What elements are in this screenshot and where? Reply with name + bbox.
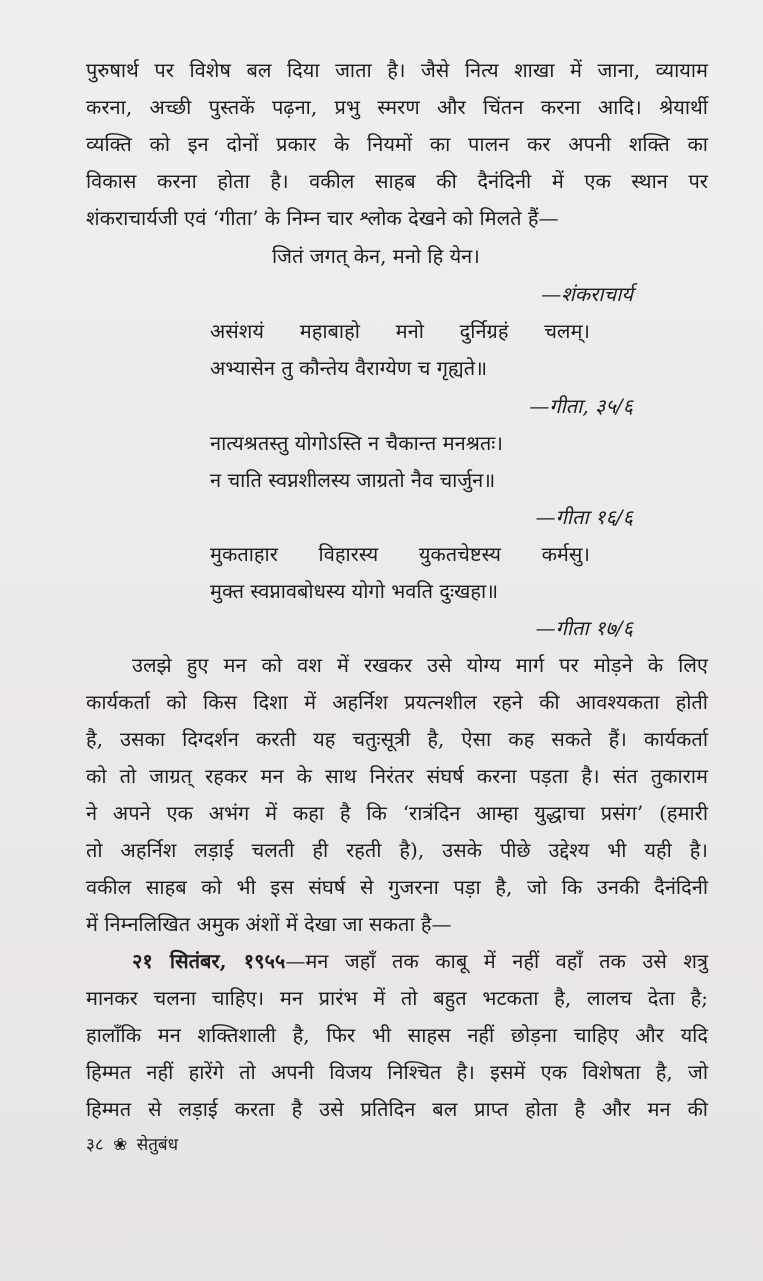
quote-3-verse-line-2: न चाति स्वप्नशीलस्य जाग्रतो नैव चार्जुन॥: [210, 468, 496, 492]
quote-4-attribution: —गीता १७/६: [535, 616, 633, 640]
paragraph-1-line-2: करना, अच्छी पुस्तकें पढ़ना, प्रभु स्मरण और चिंतन करना आदि। श्रेयार्थी: [86, 95, 708, 119]
quote-3-verse-line-1: नात्यश्रतस्तु योगोऽस्ति न चैकान्त मनश्रतः।: [210, 431, 503, 455]
book-title: सेतुबंध: [136, 1135, 179, 1155]
quote-4-verse-line-2: मुक्त स्वप्नावबोधस्य योगो भवति दुःखहा॥: [210, 579, 499, 603]
paragraph-2-line-1: उलझे हुए मन को वश में रखकर उसे योग्य मार्ग पर मोड़ने के लिए: [132, 653, 708, 677]
paragraph-3-line-5: हिम्मत से लड़ाई करता है उसे प्रतिदिन बल प्राप्त होता है और मन की: [86, 1097, 708, 1121]
paragraph-2-line-8: में निम्नलिखित अमुक अंशों में देखा जा सकता है—: [86, 912, 452, 936]
paragraph-2-line-5: ने अपने एक अभंग में कहा है कि ‘रात्रंदिन आम्हा युद्धाचा प्रसंग’ (हमारी: [86, 801, 708, 825]
paragraph-1-line-4: विकास करना होता है। वकील साहब की दैनंदिनी में एक स्थान पर: [86, 169, 708, 193]
page-number: ३८: [86, 1135, 104, 1155]
paragraph-2-line-4: को तो जाग्रत् रहकर मन के साथ निरंतर संघर्ष करना पड़ता है। संत तुकाराम: [86, 764, 708, 788]
flower-ornament-icon: ❀: [113, 1135, 128, 1155]
paragraph-3-line-1: [132, 948, 708, 974]
paragraph-2-line-6: तो अहर्निश लड़ाई चलती ही रहती है), उसके पीछे उद्देश्य भी यही है।: [86, 838, 708, 862]
quote-2-verse-line-1: असंशयं महाबाहो मनो दुर्निग्रहं चलम्।: [210, 319, 590, 343]
quote-1-attribution: —शंकराचार्य: [541, 282, 633, 306]
quote-3-attribution: —गीता १६/६: [535, 505, 633, 529]
paragraph-1-line-1: पुरुषार्थ पर विशेष बल दिया जाता है। जैसे नित्य शाखा में जाना, व्यायाम: [86, 58, 708, 82]
paragraph-3-line-4: हिम्मत नहीं हारेंगे तो अपनी विजय निश्चित है। इसमें एक विशेषता है, जो: [86, 1060, 708, 1084]
quote-2-attribution: —गीता, ३५/६: [529, 394, 633, 418]
paragraph-1-line-3: व्यक्ति को इन दोनों प्रकार के नियमों का पालन कर अपनी शक्ति का: [86, 132, 708, 156]
quote-2-verse-line-2: अभ्यासेन तु कौन्तेय वैराग्येण च गृह्यते॥: [210, 356, 488, 380]
paragraph-2-line-3: है, उसका दिग्दर्शन करती यह चतुःसूत्री है, ऐसा कह सकते हैं। कार्यकर्ता: [86, 727, 708, 751]
page-footer: [86, 1134, 178, 1156]
paragraph-2-line-2: कार्यकर्ता को किस दिशा में अहर्निश प्रयत्नशील रहने की आवश्यकता होती: [86, 690, 708, 714]
quote-1-verse: जितं जगत् केन, मनो हि येन।: [272, 244, 480, 268]
paragraph-3-line-2: मानकर चलना चाहिए। मन प्रारंभ में तो बहुत भटकता है, लालच देता है;: [86, 986, 708, 1010]
paragraph-3-line-1-text: —मन जहाँ तक काबू में नहीं वहाँ तक उसे शत्रु: [285, 949, 709, 973]
diary-date: २१ सितंबर, १९५५: [132, 949, 286, 973]
paragraph-2-line-7: वकील साहब को भी इस संघर्ष से गुजरना पड़ा है, जो कि उनकी दैनंदिनी: [86, 875, 708, 899]
paragraph-3-line-3: हालाँकि मन शक्तिशाली है, फिर भी साहस नहीं छोड़ना चाहिए और यदि: [86, 1023, 708, 1047]
quote-4-verse-line-1: मुकताहार विहारस्य युकतचेष्टस्य कर्मसु।: [210, 542, 590, 566]
paragraph-1-line-5: शंकराचार्यजी एवं ‘गीता’ के निम्न चार श्लोक देखने को मिलते हैं—: [86, 206, 559, 230]
